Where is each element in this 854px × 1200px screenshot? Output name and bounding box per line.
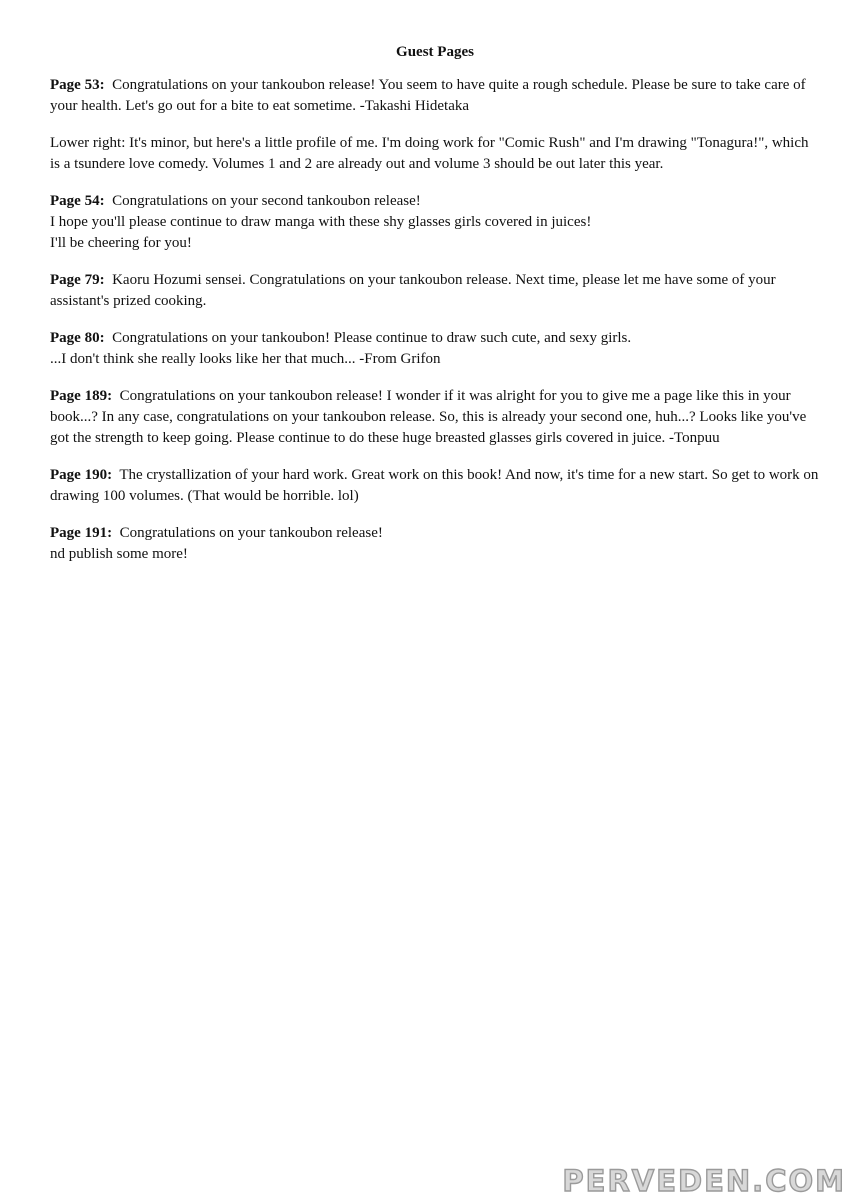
entry-text: Lower right: It's minor, but here's a little profile of me. I'm doing work for "Comic Rush" and I'm drawing "Tonagura!", which is a tsundere love comedy. Volumes 1 and 2 are already out and volume 3 should be out later this year.	[50, 135, 809, 172]
entry-label: Page 54:	[50, 193, 105, 209]
entry-label: Page 191:	[50, 525, 113, 541]
entry-label: Page 189:	[50, 388, 113, 404]
entry-line: ...I don't think she really looks like her that much... -From Grifon	[50, 351, 441, 367]
entry-label: Page 190:	[50, 467, 113, 483]
guest-entry-page-191	[50, 523, 820, 565]
entry-text: Congratulations on your tankoubon release! You seem to have quite a rough schedule. Please be sure to take care of your health. Let's go out for a bite to eat sometime. -Takashi Hidetaka	[50, 77, 806, 114]
entry-text: Kaoru Hozumi sensei. Congratulations on your tankoubon release. Next time, please let me have some of your assistant's prized cooking.	[50, 272, 776, 309]
page-title: Guest Pages	[396, 44, 474, 60]
entry-label: Page 79:	[50, 272, 105, 288]
entry-line: I hope you'll please continue to draw manga with these shy glasses girls covered in juices!	[50, 214, 592, 230]
entry-text: Congratulations on your second tankoubon release!	[112, 193, 421, 209]
guest-entry-page-190	[50, 465, 820, 507]
guest-entry-page-79	[50, 270, 820, 312]
document-page	[50, 44, 820, 581]
entry-line: I'll be cheering for you!	[50, 235, 192, 251]
entry-line: nd publish some more!	[50, 546, 188, 562]
entry-text: Congratulations on your tankoubon release!	[119, 525, 383, 541]
entry-text: Congratulations on your tankoubon release! I wonder if it was alright for you to give me a page like this in your book...? In any case, congratulations on your tankoubon release. So, this is already your second one, huh...? Looks like you've got the strength to keep going. Please continue to do these huge breasted glasses girls covered in juice. -Tonpuu	[50, 388, 807, 446]
guest-entry-page-80	[50, 328, 820, 370]
guest-entry-page-54	[50, 191, 820, 254]
site-watermark: PERVEDEN.COM	[562, 1164, 846, 1198]
guest-entry-page-53	[50, 75, 820, 117]
entry-text: The crystallization of your hard work. Great work on this book! And now, it's time for a new start. So get to work on drawing 100 volumes. (That would be horrible. lol)	[50, 467, 819, 504]
entry-text: Congratulations on your tankoubon! Please continue to draw such cute, and sexy girls.	[112, 330, 632, 346]
entry-label: Page 80:	[50, 330, 105, 346]
entry-label: Page 53:	[50, 77, 105, 93]
guest-entry-page-189	[50, 386, 820, 449]
guest-entry-lower-right	[50, 133, 820, 175]
